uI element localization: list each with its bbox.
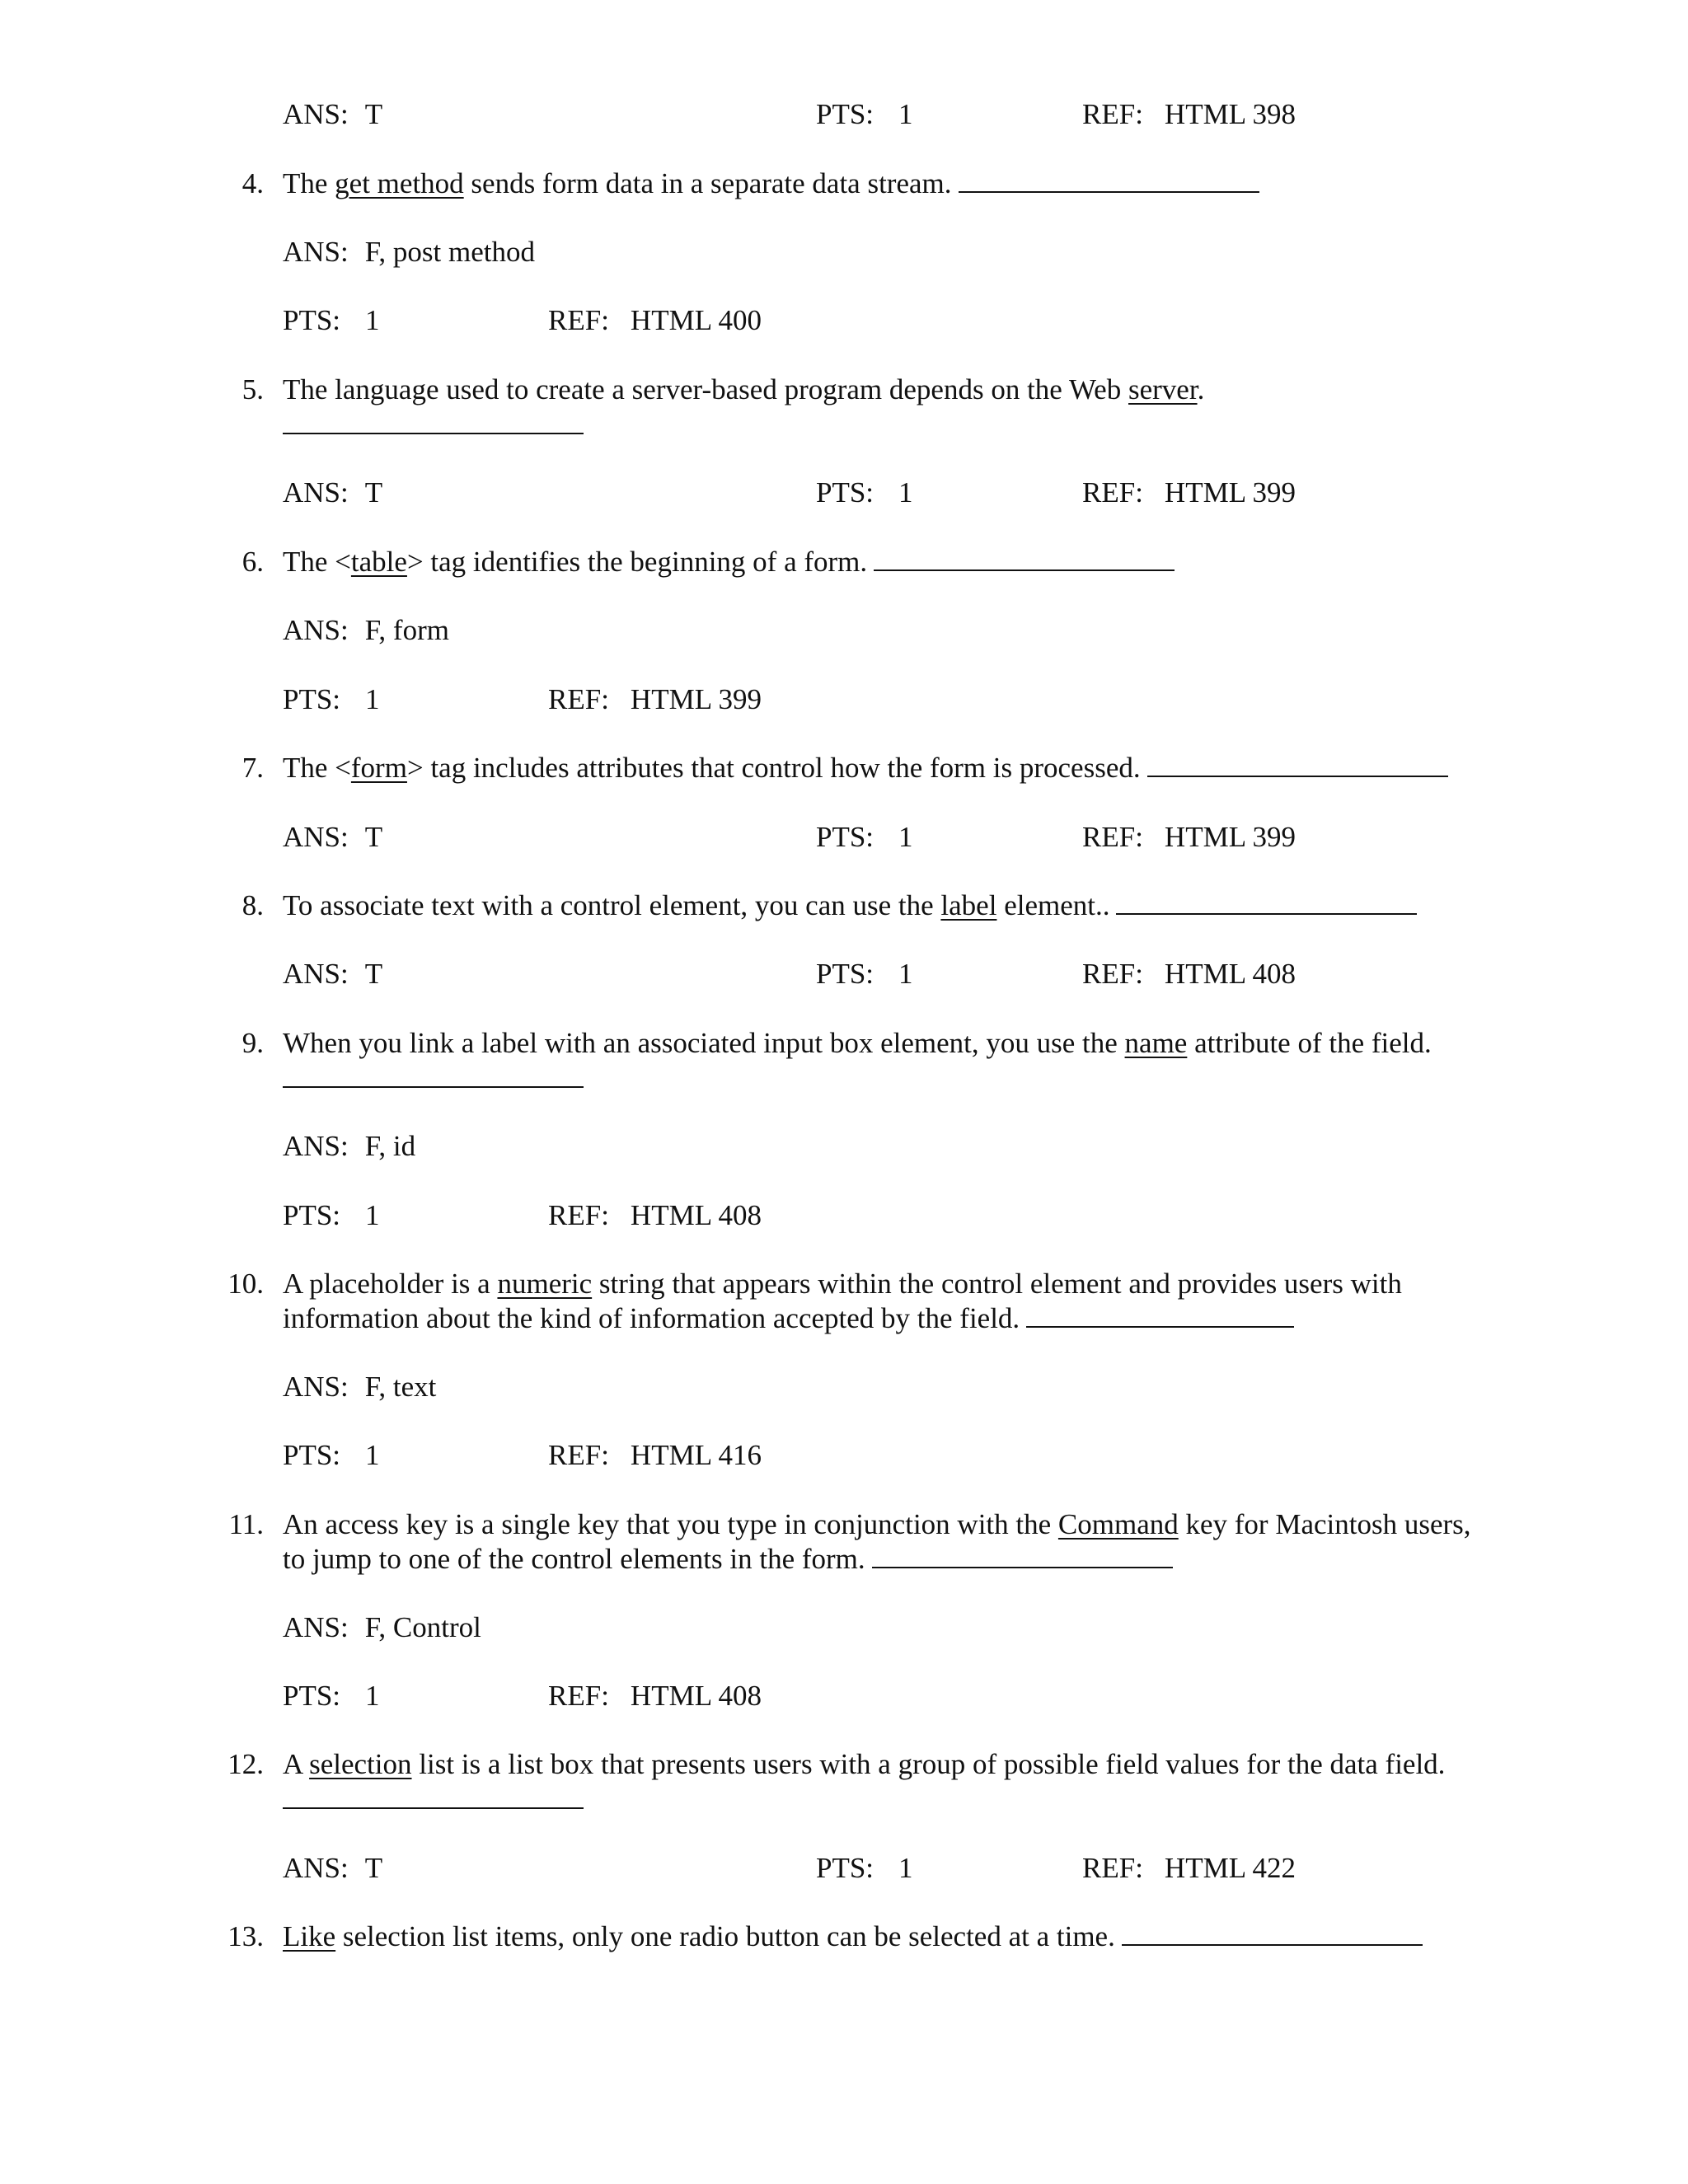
ref-label: REF: [1082,98,1143,130]
pts-value: 1 [365,683,380,715]
answer-blank[interactable] [1116,888,1417,915]
pts-label: PTS: [283,683,341,715]
ref-value: HTML 422 [1164,1852,1296,1884]
question-text: The <table> tag identifies the beginning of a form. [283,545,1175,579]
ref-value: HTML 408 [630,1199,762,1231]
pts-label: PTS: [283,1680,341,1712]
pts-value: 1 [365,1199,380,1231]
underlined-term: numeric [497,1268,593,1300]
ref-value: HTML 400 [630,304,762,336]
question-text: An access key is a single key that you type in conjunction with the Command key for Macintosh users, [283,1508,1471,1540]
ans-value: F, post method [364,236,535,268]
ans-label: ANS: [283,1130,349,1162]
ans-value: F, form [364,614,449,646]
ans-label: ANS: [283,1611,349,1643]
question-text: To associate text with a control element, you can use the label element.. [283,888,1417,923]
question-number: 11. [228,1508,264,1540]
answer-blank[interactable] [283,1783,584,1809]
ans-label: ANS: [283,614,349,646]
pts-value: 1 [365,1439,380,1471]
pts-label: PTS: [816,1852,874,1884]
ans-label: ANS: [283,1371,349,1403]
answer-blank[interactable] [1122,1919,1423,1946]
ans-label: ANS: [283,821,349,853]
answer-blank[interactable] [283,408,584,434]
ref-label: REF: [548,304,609,336]
question-text-line-2: to jump to one of the control elements in the form. [283,1542,1173,1577]
question-text: A selection list is a list box that presents users with a group of possible field values for the data field. [283,1748,1446,1780]
underlined-term: name [1124,1027,1188,1059]
ref-value: HTML 408 [630,1680,762,1712]
pts-label: PTS: [816,476,874,509]
ref-value: HTML 399 [1164,476,1296,509]
ref-label: REF: [548,683,609,715]
underlined-term: Command [1057,1508,1179,1540]
ans-value: F, Control [364,1611,481,1643]
underlined-term: Like [283,1920,336,1952]
pts-value: 1 [365,1680,380,1712]
ref-label: REF: [1082,1852,1143,1884]
pts-value: 1 [898,958,913,990]
question-text: The <form> tag includes attributes that control how the form is processed. [283,751,1448,785]
question-text: Like selection list items, only one radio button can be selected at a time. [283,1919,1423,1954]
ref-label: REF: [1082,476,1143,509]
ref-value: HTML 398 [1164,98,1296,130]
ans-label: ANS: [283,958,349,990]
pts-value: 1 [898,821,913,853]
ref-value: HTML 416 [630,1439,762,1471]
answer-blank[interactable] [872,1542,1173,1568]
pts-value: 1 [898,98,913,130]
question-number: 9. [241,1027,264,1059]
ans-label: ANS: [283,1852,349,1884]
ans-value: F, text [364,1371,437,1403]
question-number: 8. [241,889,264,921]
question-number: 4. [241,167,264,199]
question-number: 6. [241,546,264,578]
question-text: A placeholder is a numeric string that appears within the control element and provides users with [283,1268,1402,1300]
ans-label: ANS: [283,98,349,130]
underlined-term: form [350,752,407,784]
answer-blank[interactable] [959,166,1259,193]
question-text-line-2: information about the kind of information accepted by the field. [283,1301,1294,1336]
pts-value: 1 [898,476,913,509]
pts-label: PTS: [283,1439,341,1471]
ref-label: REF: [548,1439,609,1471]
question-number: 7. [241,752,264,784]
answer-blank[interactable] [1026,1301,1294,1328]
pts-label: PTS: [816,958,874,990]
pts-label: PTS: [283,304,341,336]
question-number: 12. [227,1748,264,1780]
underlined-term: get method [335,167,464,199]
ans-value: T [364,821,383,853]
ans-label: ANS: [283,236,349,268]
question-text: The language used to create a server-based program depends on the Web server. [283,373,1205,405]
pts-label: PTS: [816,98,874,130]
ans-label: ANS: [283,476,349,509]
underlined-term: selection [309,1748,412,1780]
ref-label: REF: [548,1680,609,1712]
answer-blank[interactable] [874,545,1175,571]
ans-value: T [364,476,383,509]
pts-value: 1 [365,304,380,336]
question-text: When you link a label with an associated input box element, you use the name attribute of the field. [283,1027,1432,1059]
ans-value: T [364,98,383,130]
ans-value: F, id [364,1130,416,1162]
answer-blank[interactable] [1147,751,1448,777]
ref-value: HTML 399 [630,683,762,715]
question-number: 10. [227,1268,264,1300]
ref-label: REF: [548,1199,609,1231]
ref-value: HTML 408 [1164,958,1296,990]
question-text: The get method sends form data in a separate data stream. [283,166,1259,201]
ref-label: REF: [1082,958,1143,990]
pts-label: PTS: [283,1199,341,1231]
pts-label: PTS: [816,821,874,853]
underlined-term: label [940,889,997,921]
ans-value: T [364,958,383,990]
question-number: 5. [241,373,264,405]
question-number: 13. [227,1920,264,1952]
ref-label: REF: [1082,821,1143,853]
ans-value: T [364,1852,383,1884]
ref-value: HTML 399 [1164,821,1296,853]
pts-value: 1 [898,1852,913,1884]
answer-blank[interactable] [283,1062,584,1088]
underlined-term: table [350,546,407,578]
underlined-term: server [1128,373,1198,405]
